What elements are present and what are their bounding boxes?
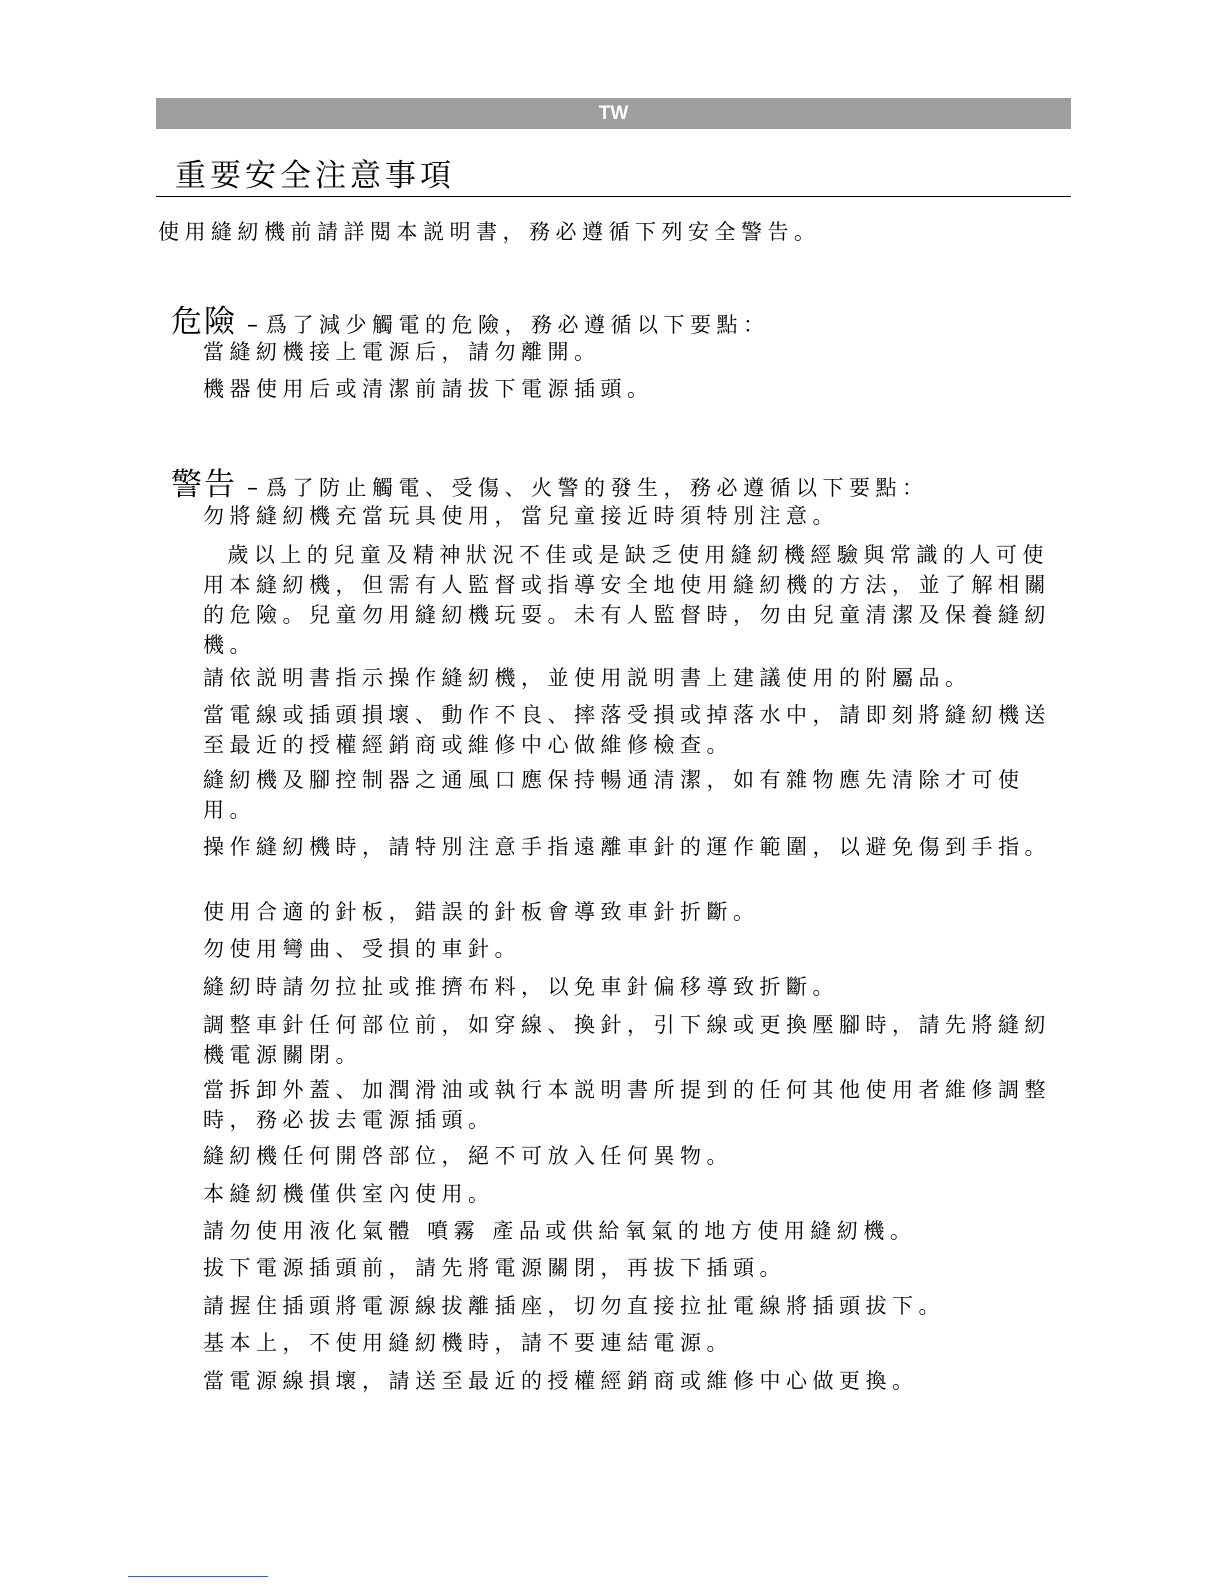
page-title: 重要安全注意事項 [175,158,455,194]
warning-dash: – [247,476,258,501]
warning-item: 請握住插頭將電源線拔離插座，切勿直接拉扯電線將插頭拔下。 [203,1294,945,1318]
warning-item: 縫紉機任何開啓部位，絕不可放入任何異物。 [203,1144,733,1168]
warning-item: 當拆卸外蓋、加潤滑油或執行本説明書所提到的任何其他使用者維修調整時，務必拔去電源插頭。 [203,1078,1051,1132]
warning-item: 當電源線損壞，請送至最近的授權經銷商或維修中心做更換。 [203,1369,919,1393]
warning-item: 操作縫紉機時，請特別注意手指遠離車針的運作範圍，以避免傷到手指。 [203,835,1051,859]
warning-item: 勿使用彎曲、受損的車針。 [203,937,521,961]
language-bar [156,98,1071,129]
danger-heading [171,296,770,341]
danger-item: 機器使用后或清潔前請拔下電源插頭。 [203,377,654,401]
warning-item: 歲以上的兒童及精神狀況不佳或是缺乏使用縫紉機經驗與常識的人可使用本縫紉機，但需有人監督或指導安全地使用縫紉機的方法，並了解相關的危險。兒童勿用縫紉機玩耍。未有人監督時，勿由兒童清潔及保養縫紉機。 [203,543,1051,657]
language-code: TW [598,102,629,124]
danger-description: 爲了減少觸電的危險，務必遵循以下要點： [266,313,770,337]
title-divider [156,196,1071,197]
warning-item: 當電線或插頭損壞、動作不良、摔落受損或掉落水中，請即刻將縫紉機送至最近的授權經銷商或維修中心做維修檢查。 [203,703,1051,757]
bottom-link-underline [128,1576,268,1577]
warning-item: 調整車針任何部位前，如穿線、換針，引下線或更換壓腳時，請先將縫紉機電源關閉。 [203,1013,1051,1067]
warning-item: 縫紉機及腳控制器之通風口應保持暢通清潔，如有雜物應先清除才可使用。 [203,768,1025,822]
warning-item: 基本上，不使用縫紉機時，請不要連結電源。 [203,1331,733,1355]
warning-heading [171,459,929,504]
warning-label: 警告 [171,467,237,503]
danger-item: 當縫紉機接上電源后，請勿離開。 [203,340,601,364]
warning-item: 拔下電源插頭前，請先將電源關閉，再拔下插頭。 [203,1256,786,1280]
danger-label: 危險 [171,304,237,340]
warning-item: 請勿使用液化氣體 噴霧 產品或供給氧氣的地方使用縫紉機。 [203,1219,917,1243]
warning-description: 爲了防止觸電、受傷、火警的發生，務必遵循以下要點： [266,476,929,500]
danger-dash: – [247,313,258,338]
intro-text: 使用縫紉機前請詳閱本説明書，務必遵循下列安全警告。 [158,220,821,244]
warning-item: 請依説明書指示操作縫紉機，並使用説明書上建議使用的附屬品。 [203,666,972,690]
warning-item: 本縫紉機僅供室內使用。 [203,1182,495,1206]
warning-item: 勿將縫紉機充當玩具使用，當兒童接近時須特別注意。 [203,504,839,528]
warning-item: 縫紉時請勿拉扯或推擠布料，以免車針偏移導致折斷。 [203,975,839,999]
warning-item: 使用合適的針板，錯誤的針板會導致車針折斷。 [203,900,760,924]
